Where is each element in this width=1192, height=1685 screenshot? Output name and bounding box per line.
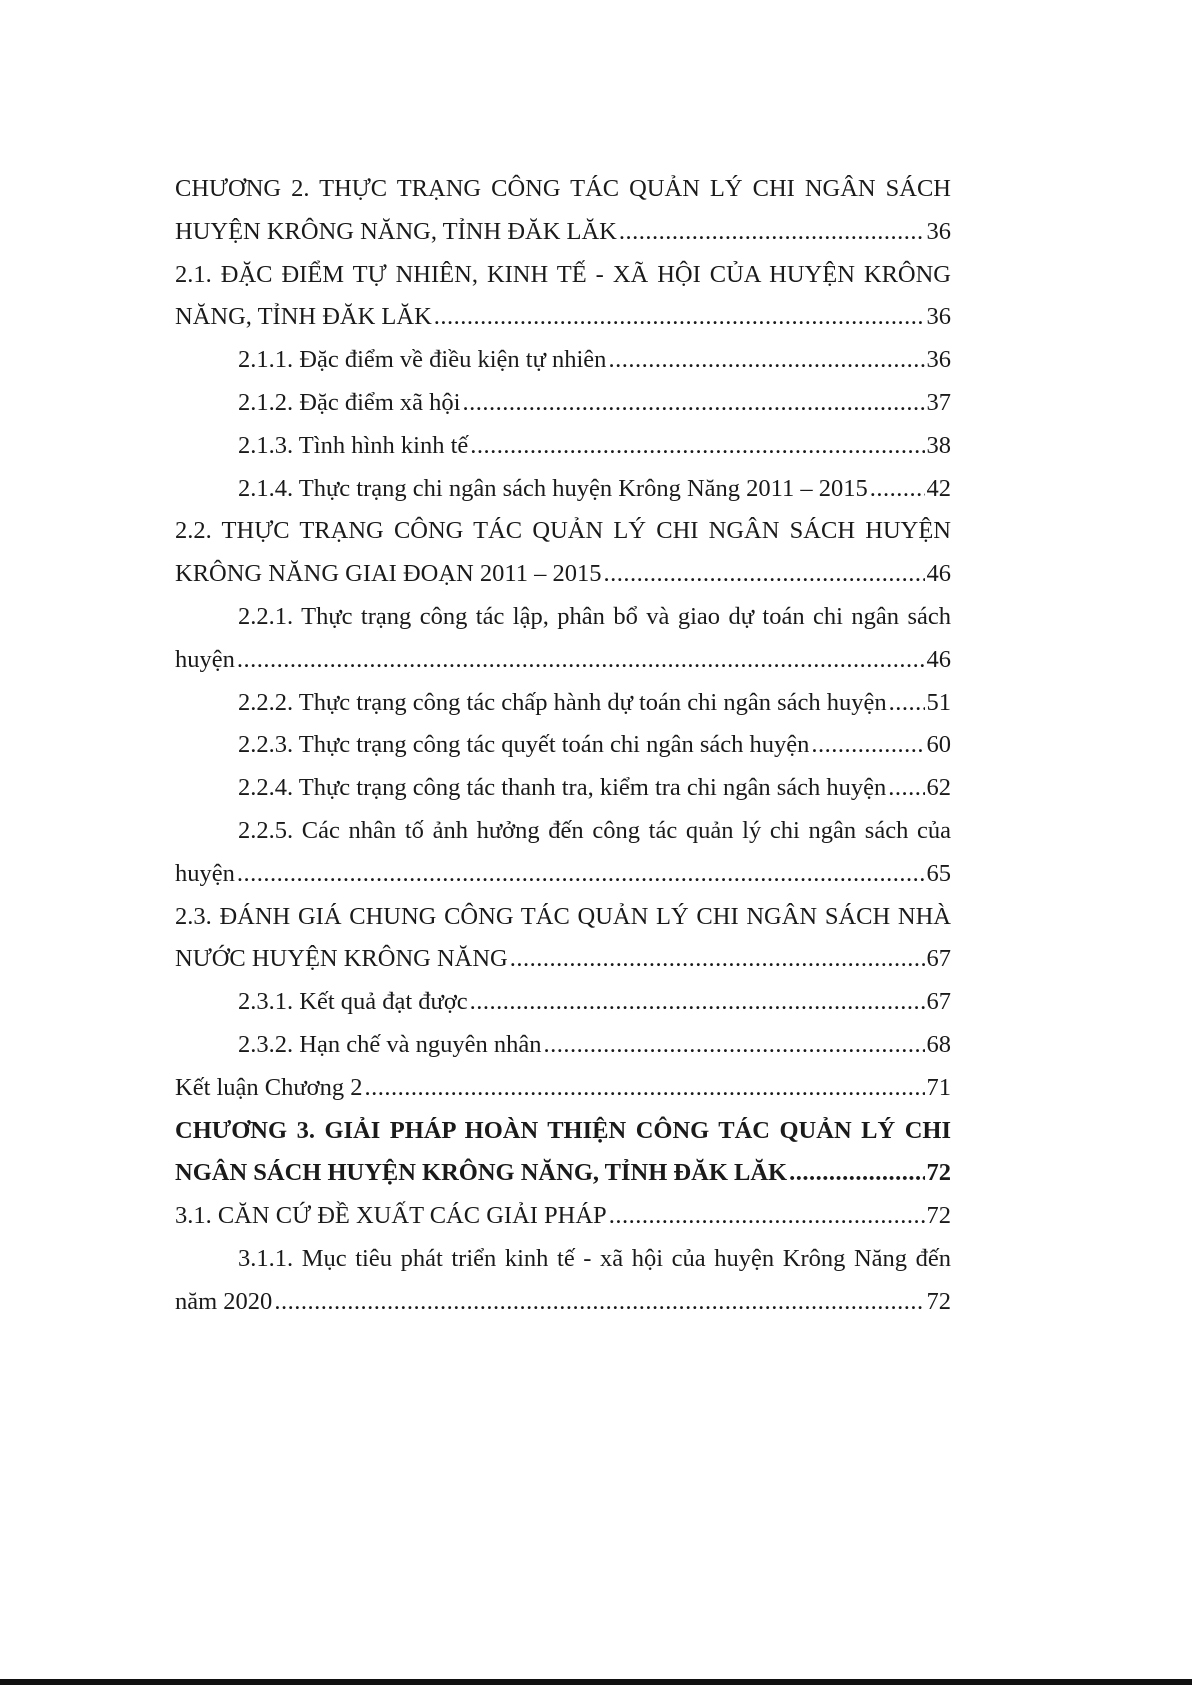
toc-entry-title: 2.2.4. Thực trạng công tác thanh tra, kiểm tra chi ngân sách huyện: [238, 774, 887, 802]
toc-entry-title-cont: NGÂN SÁCH HUYỆN KRÔNG NĂNG, TỈNH ĐĂK LĂK: [175, 1159, 788, 1187]
toc-entry-title: CHƯƠNG 2. THỰC TRẠNG CÔNG TÁC QUẢN LÝ CHI NGÂN SÁCH: [175, 175, 951, 202]
toc-entry-title: 2.1.2. Đặc điểm xã hội: [238, 388, 461, 416]
toc-page-number: 38: [926, 431, 951, 459]
dot-leader: [609, 1195, 925, 1238]
toc-entry-2-2-3[interactable]: [175, 724, 951, 767]
toc-entry-2-1[interactable]: [175, 254, 951, 340]
toc-entry-title: 2.1. ĐẶC ĐIỂM TỰ NHIÊN, KINH TẾ - XÃ HỘI CỦA HUYỆN KRÔNG: [175, 260, 951, 288]
toc-entry-title: Kết luận Chương 2: [175, 1073, 363, 1101]
dot-leader: [434, 296, 925, 339]
toc-entry-title: 2.1.1. Đặc điểm về điều kiện tự nhiên: [238, 346, 607, 374]
toc-page-number: 46: [926, 560, 951, 588]
toc-entry-title: 2.1.4. Thực trạng chi ngân sách huyện Krông Năng 2011 – 2015: [238, 474, 868, 502]
dot-leader: [603, 553, 924, 596]
table-of-contents: [175, 168, 951, 1324]
dot-leader: [470, 425, 924, 468]
toc-entry-2-3[interactable]: [175, 896, 951, 982]
toc-page-number: 72: [926, 1202, 951, 1230]
toc-entry-title: 2.2.1. Thực trạng công tác lập, phân bổ và giao dự toán chi ngân sách: [238, 602, 951, 630]
dot-leader: [274, 1281, 924, 1324]
toc-entry-2-2[interactable]: [175, 510, 951, 596]
toc-page-number: 65: [926, 859, 951, 887]
dot-leader: [619, 211, 925, 254]
toc-page-number: 36: [926, 217, 951, 245]
dot-leader: [463, 382, 925, 425]
dot-leader: [510, 938, 925, 981]
toc-page-number: 60: [926, 731, 951, 759]
toc-page-number: 46: [926, 645, 951, 673]
toc-entry-chapter-3[interactable]: [175, 1110, 951, 1196]
toc-page-number: 68: [926, 1030, 951, 1058]
dot-leader: [237, 639, 925, 682]
toc-entry-title-cont: NĂNG, TỈNH ĐĂK LĂK: [175, 303, 432, 331]
toc-entry-title: 2.2.3. Thực trạng công tác quyết toán chi ngân sách huyện: [238, 731, 810, 759]
page-bottom-edge: [0, 1679, 1192, 1685]
toc-page-number: 36: [926, 346, 951, 374]
dot-leader: [365, 1067, 925, 1110]
toc-entry-2-1-1[interactable]: [175, 339, 951, 382]
toc-page-number: 67: [926, 988, 951, 1016]
toc-page-number: 72: [926, 1287, 951, 1315]
toc-entry-chapter-2-conclusion[interactable]: [175, 1067, 951, 1110]
toc-page-number: 42: [926, 474, 951, 502]
toc-entry-2-2-1[interactable]: [175, 596, 951, 682]
toc-entry-2-2-5[interactable]: [175, 810, 951, 896]
toc-entry-title-cont: NƯỚC HUYỆN KRÔNG NĂNG: [175, 945, 508, 973]
toc-page-number: 71: [926, 1073, 951, 1101]
toc-entry-title: CHƯƠNG 3. GIẢI PHÁP HOÀN THIỆN CÔNG TÁC QUẢN LÝ CHI: [175, 1116, 951, 1144]
toc-entry-title: 2.3.2. Hạn chế và nguyên nhân: [238, 1030, 542, 1058]
toc-entry-2-2-4[interactable]: [175, 767, 951, 810]
toc-entry-title-cont: KRÔNG NĂNG GIAI ĐOẠN 2011 – 2015: [175, 560, 602, 588]
toc-entry-2-3-2[interactable]: [175, 1024, 951, 1067]
toc-entry-title: 3.1. CĂN CỨ ĐỀ XUẤT CÁC GIẢI PHÁP: [175, 1202, 607, 1230]
toc-page-number: 62: [926, 774, 951, 802]
dot-leader: [870, 468, 925, 511]
toc-page-number: 67: [926, 945, 951, 973]
dot-leader: [889, 682, 925, 725]
toc-entry-3-1[interactable]: [175, 1195, 951, 1238]
toc-entry-title-cont: huyện: [175, 859, 235, 887]
dot-leader: [888, 767, 924, 810]
dot-leader: [470, 981, 925, 1024]
toc-page-number: 51: [926, 688, 951, 716]
toc-entry-title: 2.2. THỰC TRẠNG CÔNG TÁC QUẢN LÝ CHI NGÂN SÁCH HUYỆN: [175, 517, 951, 545]
toc-entry-title: 2.1.3. Tình hình kinh tế: [238, 431, 469, 459]
toc-entry-title: 2.2.5. Các nhân tố ảnh hưởng đến công tác quản lý chi ngân sách của: [238, 816, 951, 844]
toc-page-number: 37: [926, 388, 951, 416]
toc-entry-chapter-2[interactable]: [175, 168, 951, 254]
dot-leader: [237, 853, 925, 896]
toc-entry-title: 2.3.1. Kết quả đạt được: [238, 988, 468, 1016]
toc-entry-title-cont: năm 2020: [175, 1287, 273, 1315]
toc-entry-title: 2.3. ĐÁNH GIÁ CHUNG CÔNG TÁC QUẢN LÝ CHI NGÂN SÁCH NHÀ: [175, 902, 951, 930]
toc-entry-2-1-2[interactable]: [175, 382, 951, 425]
dot-leader: [789, 1152, 924, 1195]
dot-leader: [543, 1024, 924, 1067]
toc-entry-3-1-1[interactable]: [175, 1238, 951, 1324]
toc-entry-title-cont: HUYỆN KRÔNG NĂNG, TỈNH ĐĂK LĂK: [175, 217, 617, 245]
dot-leader: [608, 339, 924, 382]
toc-entry-2-1-4[interactable]: [175, 468, 951, 511]
toc-entry-2-1-3[interactable]: [175, 425, 951, 468]
toc-entry-2-2-2[interactable]: [175, 682, 951, 725]
toc-page-number: 72: [926, 1159, 951, 1187]
toc-entry-title: 2.2.2. Thực trạng công tác chấp hành dự toán chi ngân sách huyện: [238, 688, 887, 716]
toc-entry-title-cont: huyện: [175, 645, 235, 673]
toc-entry-2-3-1[interactable]: [175, 981, 951, 1024]
toc-entry-title: 3.1.1. Mục tiêu phát triển kinh tế - xã hội của huyện Krông Năng đến: [238, 1244, 951, 1272]
toc-page-number: 36: [926, 303, 951, 331]
dot-leader: [811, 724, 924, 767]
